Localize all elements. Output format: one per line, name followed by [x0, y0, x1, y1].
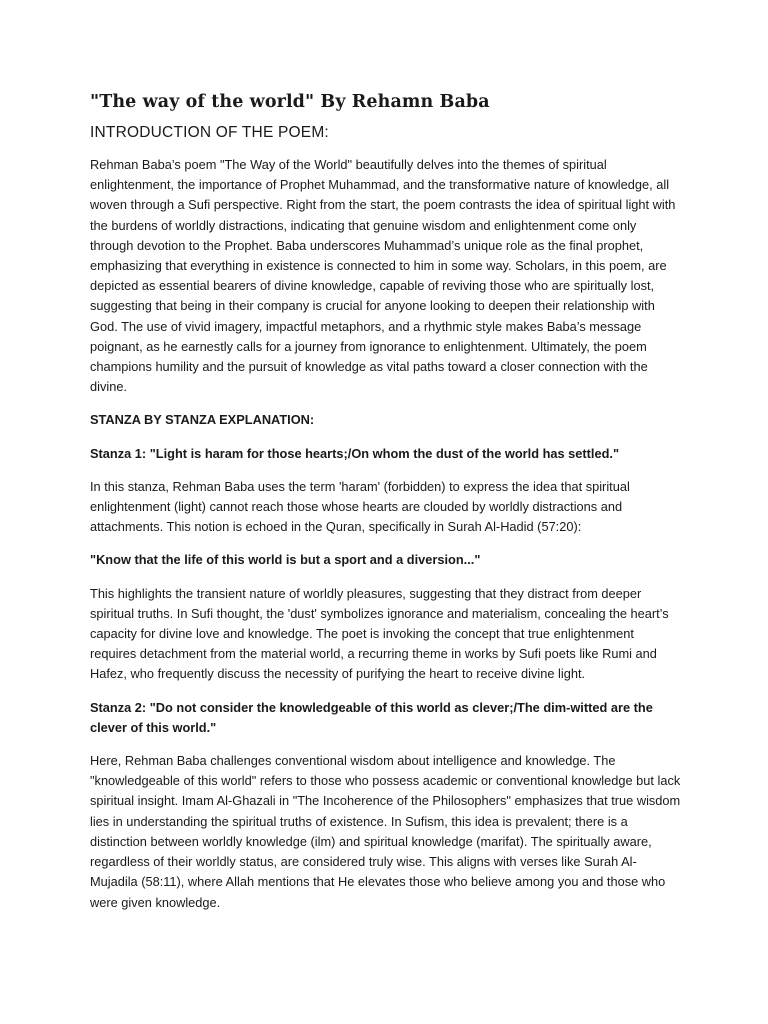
document-title: "The way of the world" By Rehamn Baba	[90, 92, 490, 112]
stanza1-quote: "Know that the life of this world is but a sport and a diversion..."	[90, 552, 481, 568]
document-page	[90, 92, 682, 926]
stanza2-heading: Stanza 2: "Do not consider the knowledgeable of this world as clever;/The dim-witted are the clever of this world."	[90, 699, 653, 735]
intro-paragraph: Rehman Baba’s poem "The Way of the World" beautifully delves into the themes of spiritual enlightenment, the importance of Prophet Muhammad, and the transformative nature of knowledge, all woven through a Sufi perspective. Right from the start, the poem contrasts the idea of spiritual light with the burdens of worldly distractions, indicating that genuine wisdom and enlightenment come only through devotion to the Prophet. Baba underscores Muhammad’s unique role as the final prophet, emphasizing that everything in existence is connected to him in some way. Scholars, in this poem, are depicted as essential bearers of divine knowledge, capable of reviving those who are spiritually lost, suggesting that being in their company is crucial for anyone looking to deepen their relationship with God. The use of vivid imagery, impactful metaphors, and a rhythmic style makes Baba’s message poignant, as he earnestly calls for a journey from ignorance to enlightenment. Ultimately, the poem champions humility and the pursuit of knowledge as vital paths toward a closer connection with the divine.	[90, 157, 676, 395]
intro-heading: INTRODUCTION OF THE POEM:	[90, 124, 329, 141]
stanza-section-heading: STANZA BY STANZA EXPLANATION:	[90, 412, 315, 428]
stanza1-heading: Stanza 1: "Light is haram for those hearts;/On whom the dust of the world has settled."	[90, 445, 620, 461]
stanza1-paragraph-1: In this stanza, Rehman Baba uses the term 'haram' (forbidden) to express the idea that spiritual enlightenment (light) cannot reach those whose hearts are clouded by worldly distractions and attachments. This notion is echoed in the Quran, specifically in Surah Al-Hadid (57:20):	[90, 478, 630, 535]
stanza1-paragraph-2: This highlights the transient nature of worldly pleasures, suggesting that they distract from deeper spiritual truths. In Sufi thought, the 'dust' symbolizes ignorance and materialism, concealing the heart’s capacity for divine love and knowledge. The poet is invoking the concept that true enlightenment requires detachment from the material world, a recurring theme in works by Sufi poets like Rumi and Hafez, who frequently discuss the necessity of purifying the heart to receive divine light.	[90, 585, 669, 682]
stanza2-paragraph: Here, Rehman Baba challenges conventional wisdom about intelligence and knowledge. The "knowledgeable of this world" refers to those who possess academic or conventional knowledge but lack spiritual insight. Imam Al-Ghazali in "The Incoherence of the Philosophers" emphasizes that true wisdom lies in understanding the spiritual truths of existence. In Sufism, this idea is prevalent; there is a distinction between worldly knowledge (ilm) and spiritual knowledge (marifat). The spiritually aware, regardless of their worldly status, are considered truly wise. This aligns with verses like Surah Al-Mujadila (58:11), where Allah mentions that He elevates those who believe among you and those who were given knowledge.	[90, 753, 681, 910]
